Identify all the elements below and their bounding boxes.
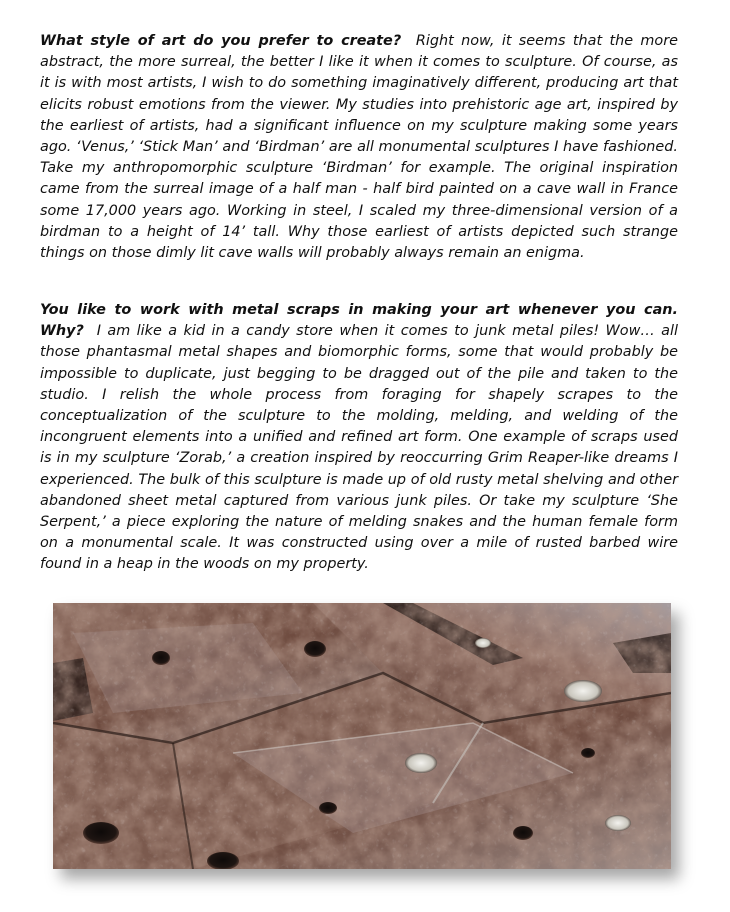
interview-question: What style of art do you prefer to create? (40, 33, 402, 49)
interview-answer: I am like a kid in a candy store when it comes to junk metal piles! Wow… all those phantasmal metal shapes and biomorphic forms, some that would probably be impossible to duplicate, just begging to be dragged out of the pile and taken to the studio. I relish the whole process from foraging for shapely scrapes to the conceptualization of the sculpture to the molding, melding, and welding of the incongruent elements into a unified and refined art form. One example of scraps used is in my sculpture ‘Zorab,’ a creation inspired by reoccurring Grim Reaper-like dreams I experienced. The bulk of this sculpture is made up of old rusty metal shelving and other abandoned sheet metal captured from various junk piles. Or take my sculpture ‘She Serpent,’ a piece exploring the nature of melding snakes and the human female form on a monumental scale. It was constructed using over a mile of rusted barbed wire found in a heap in the woods on my property. (40, 323, 678, 573)
interview-answer: Right now, it seems that the more abstract, the more surreal, the better I like it when it comes to sculpture. Of course, as it is with most artists, I wish to do something imaginatively different, producing art that elicits robust emotions from the viewer. My studies into prehistoric age art, inspired by the earliest of artists, had a significant influence on my sculpture making some years ago. ‘Venus,’ ‘Stick Man’ and ‘Birdman’ are all monumental sculptures I have fashioned. Take my anthropomorphic sculpture ‘Birdman’ for example. The original inspiration came from the surreal image of a half man - half bird painted on a cave wall in France some 17,000 years ago. Working in steel, I scaled my three-dimensional version of a birdman to a height of 14’ tall. Why those earliest of artists depicted such strange things on those dimly lit cave walls will probably always remain an enigma. (40, 33, 679, 262)
interview-paragraph (40, 300, 678, 576)
metal-sculpture-photo (53, 603, 671, 869)
interview-question: You like to work with metal scraps in making your art whenever you can. Why? (40, 302, 678, 340)
interview-paragraph (40, 31, 678, 264)
metal-texture-image (53, 603, 671, 869)
